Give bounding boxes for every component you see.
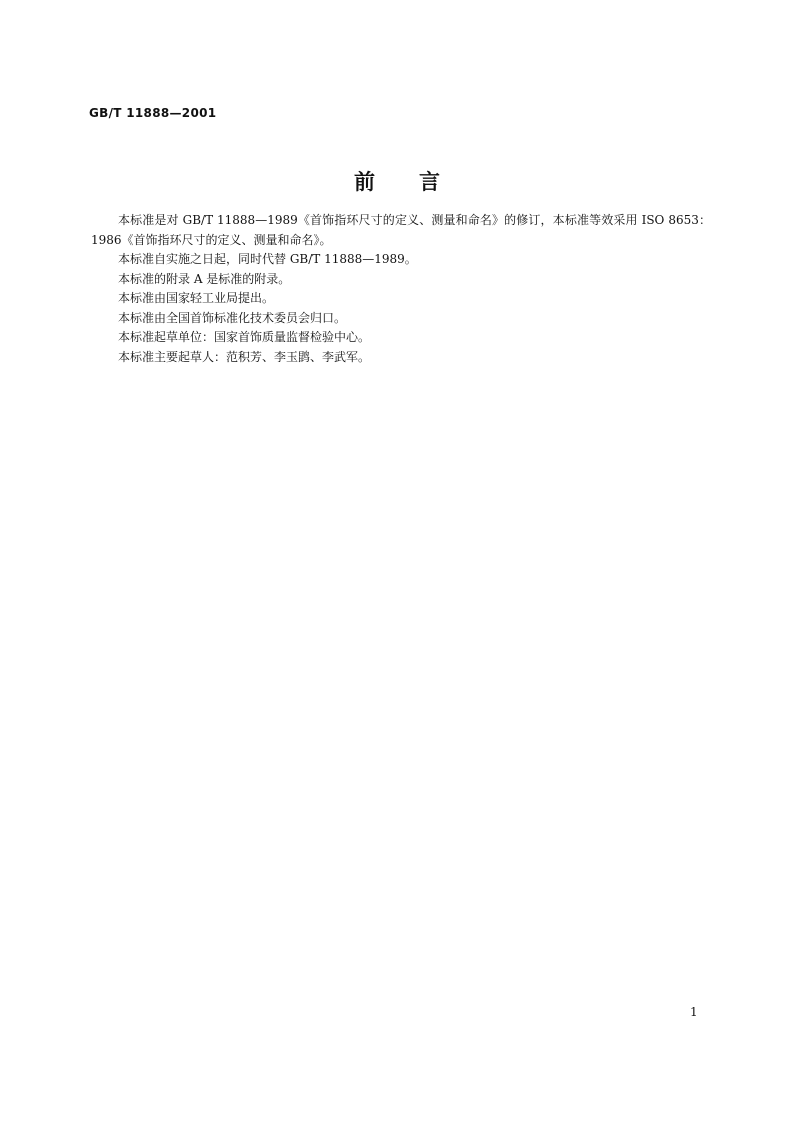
paragraph-proposer: 本标准由国家轻工业局提出。 [118,291,275,305]
standard-code: GB/T 11888—2001 [89,106,217,120]
page-number: 1 [690,1005,698,1019]
foreword-body [91,211,711,367]
paragraph-revision: 本标准是对 GB/T 11888—1989《首饰指环尺寸的定义、测量和命名》的修订，本标准等效采用 ISO 8653：1986《首饰指环尺寸的定义、测量和命名》。 [91,213,711,247]
paragraph-drafting-unit: 本标准起草单位：国家首饰质量监督检验中心。 [118,330,371,344]
paragraph-replacement: 本标准自实施之日起，同时代替 GB/T 11888—1989。 [118,252,417,266]
paragraph-appendix: 本标准的附录 A 是标准的附录。 [118,271,291,286]
page-title: 前言 [354,170,484,194]
paragraph-committee: 本标准由全国首饰标准化技术委员会归口。 [118,310,347,325]
paragraph-drafters: 本标准主要起草人：范积芳、李玉鹍、李武军。 [118,349,371,364]
